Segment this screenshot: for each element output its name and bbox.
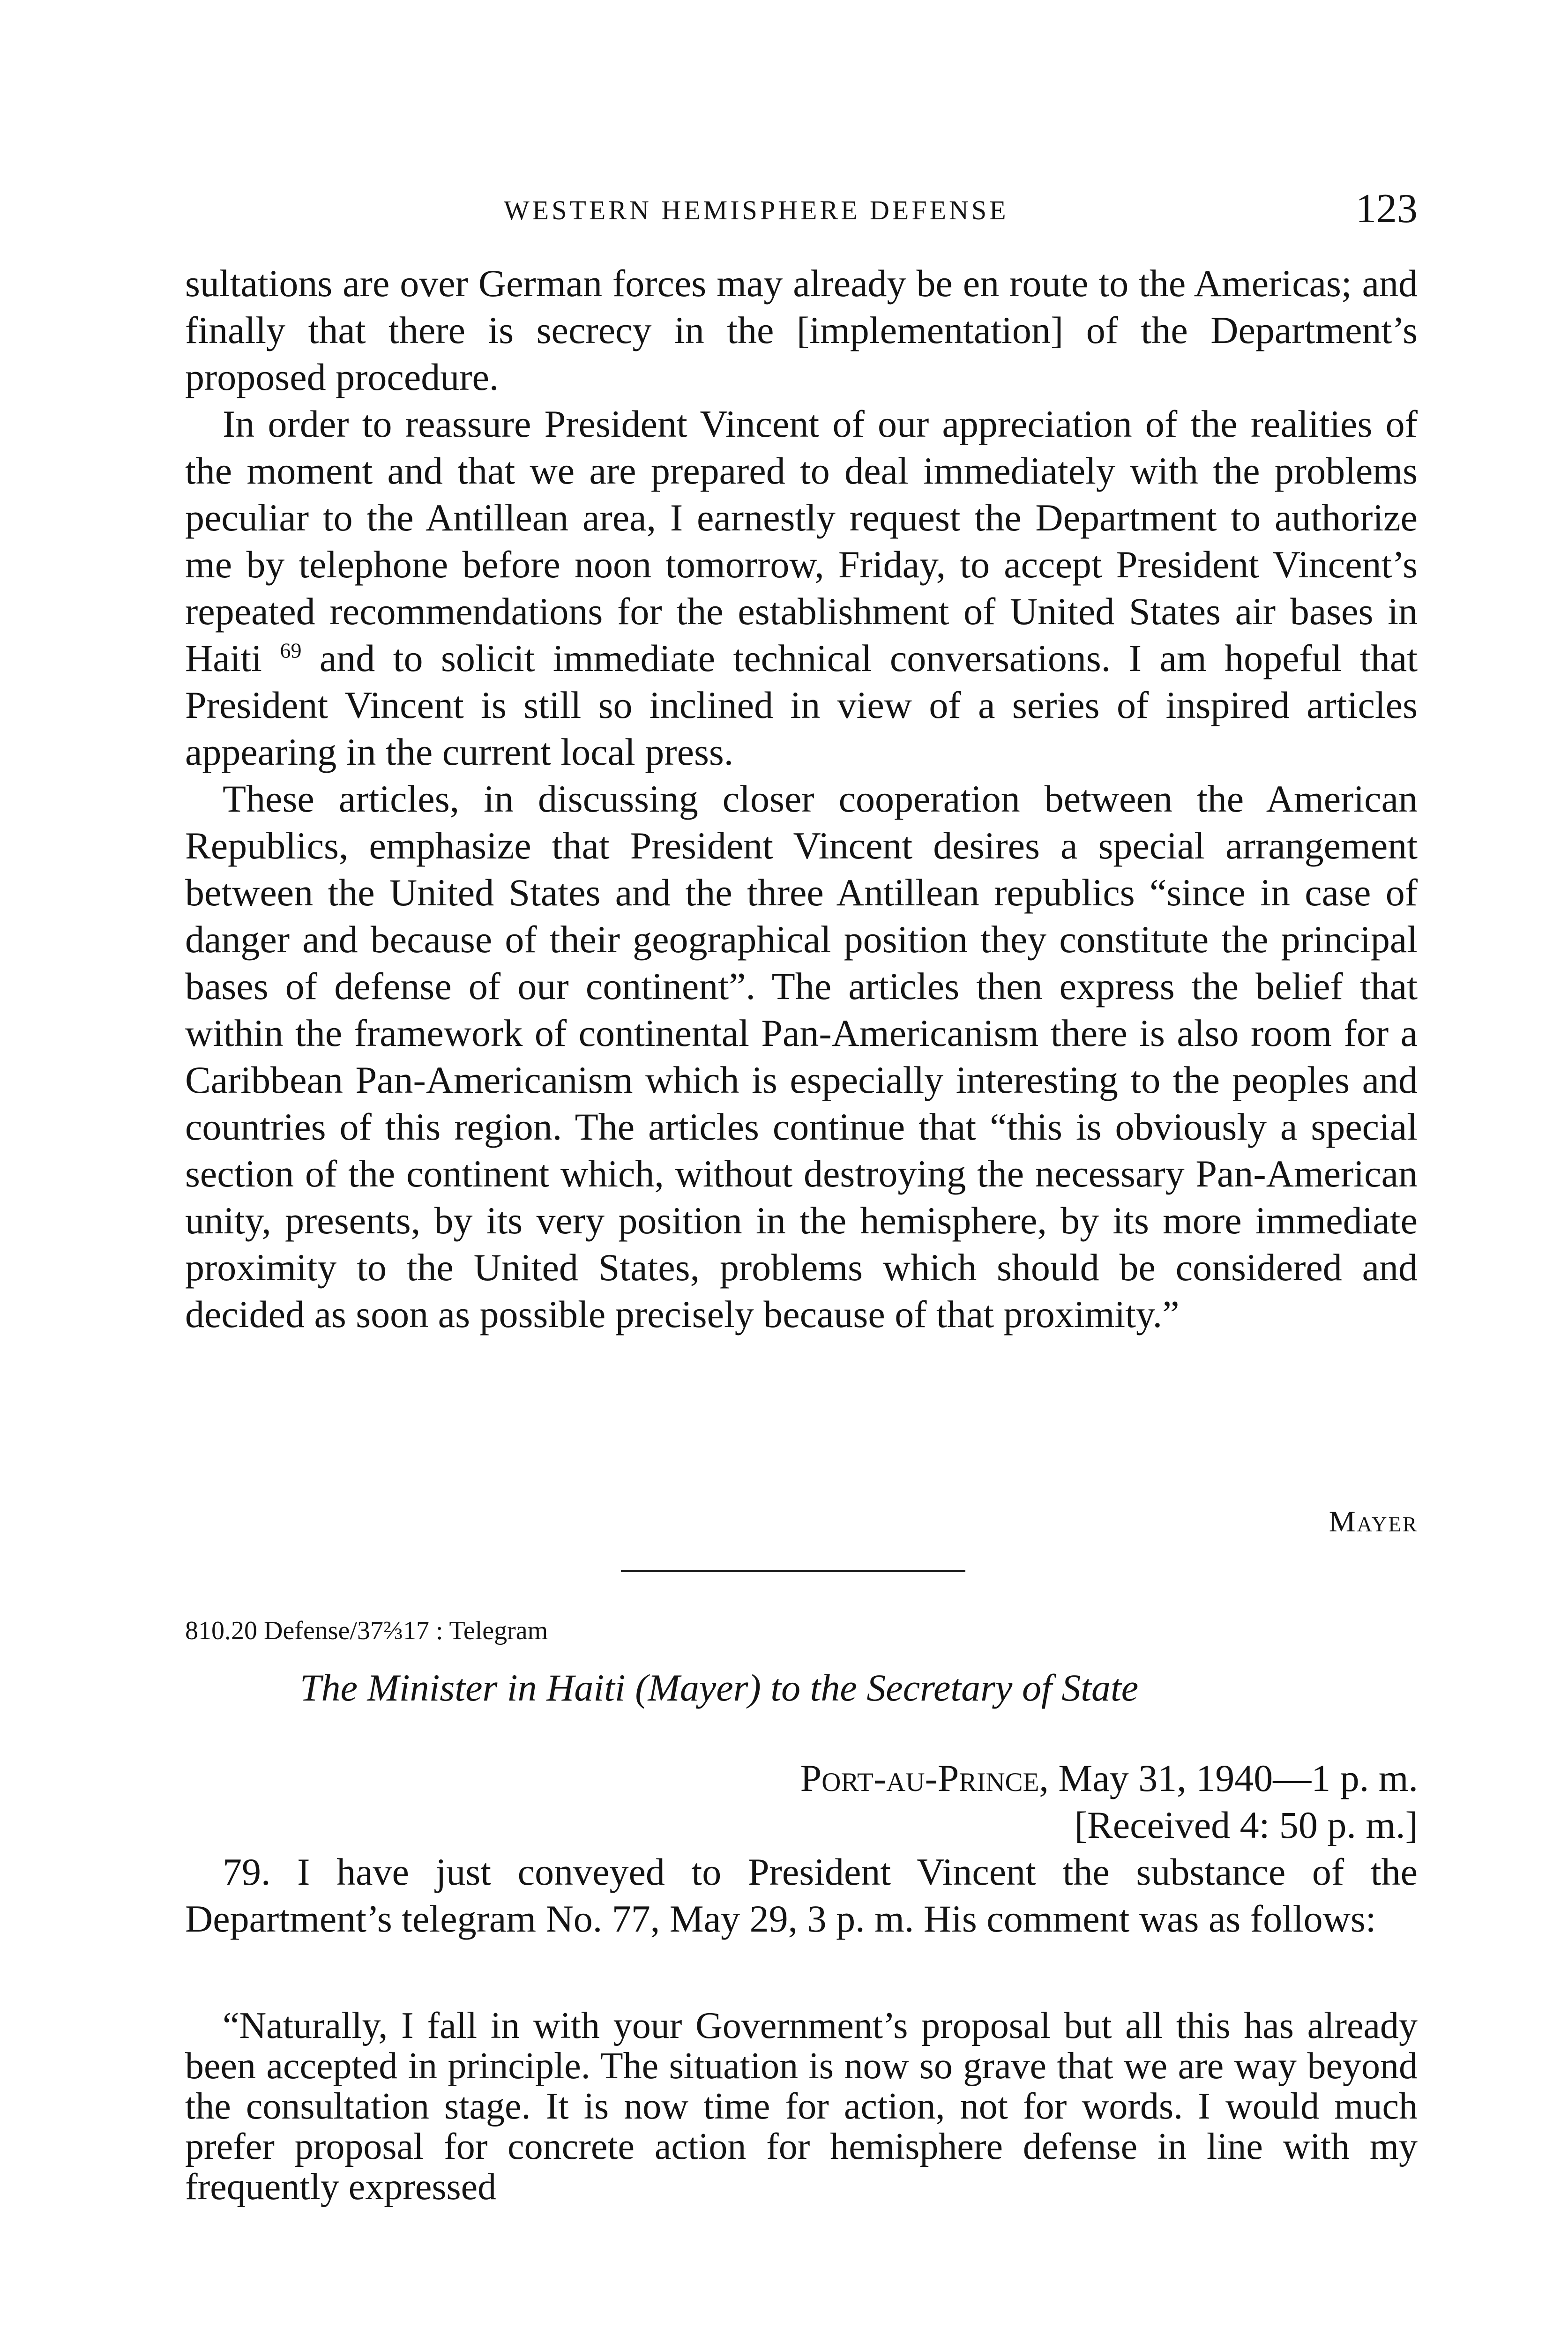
paragraph-request-continuation: and to solicit immediate technical conversations. I am hopeful that President Vincent is still so inclined in view of a series of inspired articles appearing in the current local press. <box>185 637 1418 773</box>
dateline-date: , May 31, 1940—1 p. m. <box>1039 1757 1418 1799</box>
paragraph-continuation: sultations are over German forces may already be en route to the Americas; and finally that there is secrecy in the [implementation] of the Department’s proposed procedure. <box>185 262 1418 398</box>
running-head <box>185 185 1418 241</box>
dateline-received: [Received 4: 50 p. m.] <box>1074 1804 1418 1846</box>
telegram-opening <box>185 1849 1418 1942</box>
telegram-paragraph: 79. I have just conveyed to President Vincent the substance of the Department’s telegram No. 77, May 29, 3 p. m. His comment was as follows: <box>185 1851 1418 1940</box>
dateline-place: Port-au-Prince <box>800 1757 1039 1799</box>
telegram-quote: “Naturally, I fall in with your Government’s proposal but all this has already been accepted in principle. The situation is now so grave that we are way beyond the consultation stage. It is now time for action, not for words. I would much prefer proposal for concrete action for hemisphere defense in line with my frequently expressed <box>185 2005 1418 2208</box>
running-title: WESTERN HEMISPHERE DEFENSE <box>504 195 1009 225</box>
footnote-ref[interactable]: 69 <box>280 638 302 663</box>
body-text <box>185 260 1418 1338</box>
paragraph-request <box>185 401 1418 776</box>
signature: Mayer <box>1329 1505 1418 1538</box>
section-divider <box>621 1570 965 1572</box>
document-title: The Minister in Haiti (Mayer) to the Secretary of State <box>300 1666 1139 1709</box>
file-reference: 810.20 Defense/37⅔17 : Telegram <box>185 1616 548 1645</box>
page-number: 123 <box>1356 186 1418 231</box>
dateline <box>800 1755 1418 1849</box>
paragraph-articles: These articles, in discussing closer cooperation between the American Republics, emphasize that President Vincent desires a special arrangement between the United States and the three Antillean republics “since in case of danger and because of their geographical position they constitute the principal bases of defense of our continent”. The articles then express the belief that within the framework of continental Pan-Americanism there is also room for a Caribbean Pan-Americanism which is especially interesting to the peoples and countries of this region. The articles continue that “this is obviously a special section of the continent which, without destroying the necessary Pan-American unity, presents, by its very position in the hemisphere, by its more immediate proximity to the United States, problems which should be considered and decided as soon as possible precisely because of that proximity.” <box>185 777 1418 1336</box>
dateline-sent <box>800 1755 1418 1802</box>
paragraph-request-text: In order to reassure President Vincent of our appreciation of the realities of the moment and that we are prepared to deal immediately with the problems peculiar to the Antillean area, I earnestly request the Department to authorize me by telephone before noon tomorrow, Friday, to accept President Vincent’s repeated recommendations for the establishment of United States air bases in Haiti <box>185 403 1418 679</box>
